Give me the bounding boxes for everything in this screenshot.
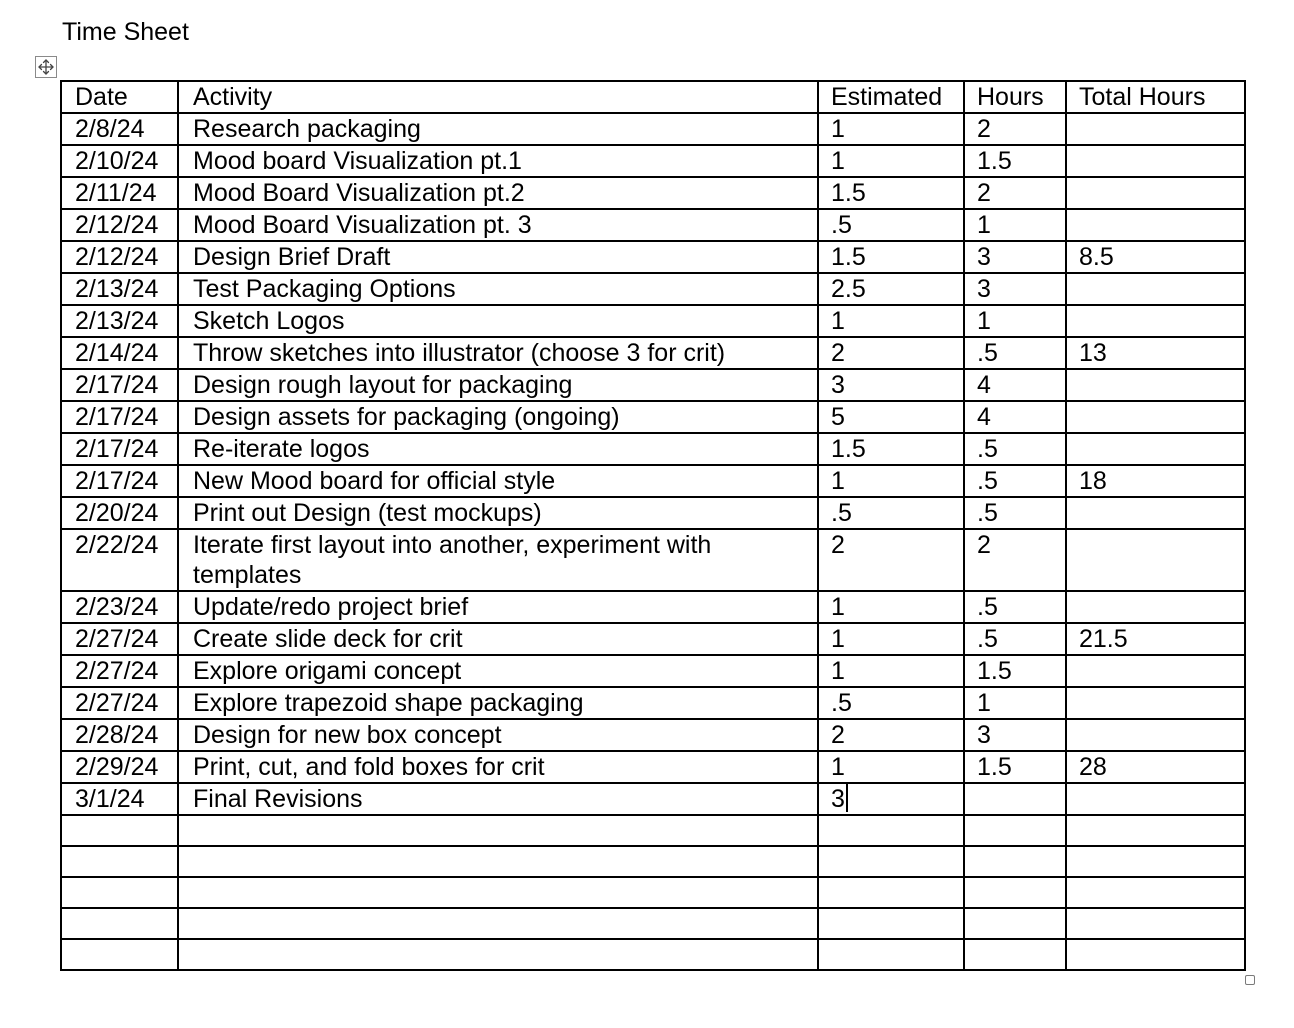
cell-hours[interactable]: 1 [964,687,1066,719]
cell-total-hours[interactable]: 18 [1066,465,1245,497]
cell-date[interactable]: 2/29/24 [61,751,178,783]
cell-estimated[interactable]: 1 [818,465,964,497]
cell-hours[interactable] [964,846,1066,877]
cell-total-hours[interactable] [1066,305,1245,337]
header-row [61,81,1245,113]
cell-date[interactable] [61,908,178,939]
cell-total-hours[interactable] [1066,401,1245,433]
cell-total-hours[interactable] [1066,687,1245,719]
cell-date[interactable]: 2/12/24 [61,241,178,273]
cell-estimated[interactable]: 1.5 [818,433,964,465]
cell-date[interactable]: 2/17/24 [61,433,178,465]
cell-hours[interactable] [964,908,1066,939]
cell-date[interactable]: 2/11/24 [61,177,178,209]
cell-date[interactable]: 2/13/24 [61,273,178,305]
cell-activity[interactable]: Sketch Logos [178,305,818,337]
cell-activity[interactable]: Final Revisions [178,783,818,815]
document-title[interactable]: Time Sheet [62,18,189,46]
table-row [61,145,1245,177]
table-row [61,241,1245,273]
cell-date[interactable]: 2/12/24 [61,209,178,241]
cell-hours[interactable] [964,939,1066,970]
table-row [61,401,1245,433]
table-row [61,177,1245,209]
cell-date[interactable] [61,846,178,877]
cell-hours[interactable]: .5 [964,591,1066,623]
table-row [61,273,1245,305]
cell-total-hours[interactable] [1066,877,1245,908]
cell-estimated[interactable]: 1 [818,751,964,783]
cell-hours[interactable]: 1.5 [964,145,1066,177]
cell-activity[interactable]: Research packaging [178,113,818,145]
cell-estimated[interactable]: 1 [818,305,964,337]
cell-total-hours[interactable] [1066,145,1245,177]
table-row [61,113,1245,145]
header-activity[interactable]: Activity [178,81,818,113]
cell-date[interactable]: 2/17/24 [61,369,178,401]
table-row [61,655,1245,687]
cell-estimated[interactable]: 2.5 [818,273,964,305]
cell-hours[interactable]: 4 [964,369,1066,401]
cell-total-hours[interactable] [1066,497,1245,529]
cell-total-hours[interactable] [1066,719,1245,751]
cell-estimated[interactable]: 1 [818,623,964,655]
table-row [61,783,1245,815]
cell-hours[interactable]: 2 [964,177,1066,209]
cell-date[interactable]: 2/20/24 [61,497,178,529]
table-row [61,687,1245,719]
table-row [61,591,1245,623]
cell-hours[interactable]: 2 [964,529,1066,591]
cell-hours[interactable]: .5 [964,337,1066,369]
table-row [61,623,1245,655]
table-move-handle[interactable] [35,56,57,78]
cell-hours[interactable]: .5 [964,497,1066,529]
cell-estimated[interactable]: 2 [818,337,964,369]
cell-total-hours[interactable] [1066,783,1245,815]
cell-total-hours[interactable] [1066,273,1245,305]
cell-hours[interactable]: 2 [964,113,1066,145]
header-estimated[interactable]: Estimated [818,81,964,113]
cell-estimated-active[interactable] [818,783,964,815]
cell-activity[interactable]: Print out Design (test mockups) [178,497,818,529]
cell-total-hours[interactable] [1066,655,1245,687]
cell-estimated[interactable]: 2 [818,529,964,591]
cell-estimated[interactable]: 5 [818,401,964,433]
cell-activity[interactable]: Design Brief Draft [178,241,818,273]
table-row-empty [61,939,1245,970]
text-cursor [846,784,848,812]
cell-date[interactable]: 2/8/24 [61,113,178,145]
cell-activity[interactable]: Design assets for packaging (ongoing) [178,401,818,433]
cell-estimated[interactable] [818,846,964,877]
cell-total-hours[interactable] [1066,939,1245,970]
cell-activity[interactable]: Design rough layout for packaging [178,369,818,401]
cell-hours[interactable]: .5 [964,433,1066,465]
table-row [61,369,1245,401]
cell-total-hours[interactable]: 13 [1066,337,1245,369]
cell-estimated[interactable]: 1 [818,591,964,623]
cell-hours[interactable]: .5 [964,465,1066,497]
cell-date[interactable]: 2/14/24 [61,337,178,369]
cell-total-hours[interactable] [1066,815,1245,846]
cell-estimated-value: 3 [831,785,845,813]
cell-date[interactable]: 2/17/24 [61,401,178,433]
cell-date[interactable]: 2/28/24 [61,719,178,751]
table-row [61,209,1245,241]
cell-total-hours[interactable] [1066,209,1245,241]
cell-hours[interactable]: 3 [964,719,1066,751]
cell-hours[interactable]: 4 [964,401,1066,433]
header-total-hours[interactable]: Total Hours [1066,81,1245,113]
header-hours[interactable]: Hours [964,81,1066,113]
cell-hours[interactable]: 1.5 [964,655,1066,687]
cell-estimated[interactable]: 1 [818,145,964,177]
table-row-empty [61,846,1245,877]
cell-total-hours[interactable] [1066,908,1245,939]
table-row-empty [61,908,1245,939]
table-row [61,305,1245,337]
cell-hours[interactable]: 1 [964,305,1066,337]
cell-date[interactable] [61,877,178,908]
cell-estimated[interactable]: 3 [818,369,964,401]
cell-activity[interactable] [178,846,818,877]
header-date[interactable]: Date [61,81,178,113]
table-row [61,433,1245,465]
cell-hours[interactable]: 1 [964,209,1066,241]
cell-total-hours[interactable] [1066,529,1245,591]
cell-activity[interactable]: Test Packaging Options [178,273,818,305]
cell-activity[interactable]: Mood Board Visualization pt.2 [178,177,818,209]
cell-hours[interactable] [964,877,1066,908]
cell-activity[interactable]: New Mood board for official style [178,465,818,497]
table-row [61,529,1245,591]
timesheet-table [60,80,1246,971]
cell-activity[interactable] [178,939,818,970]
cell-hours[interactable]: .5 [964,623,1066,655]
cell-date[interactable]: 2/23/24 [61,591,178,623]
cell-hours[interactable]: 3 [964,273,1066,305]
cell-total-hours[interactable] [1066,846,1245,877]
cell-date[interactable] [61,815,178,846]
cell-activity[interactable]: Mood Board Visualization pt. 3 [178,209,818,241]
table-row-empty [61,877,1245,908]
cell-total-hours[interactable] [1066,433,1245,465]
cell-activity[interactable]: Explore origami concept [178,655,818,687]
table-row [61,751,1245,783]
cell-estimated[interactable]: 1.5 [818,177,964,209]
cell-estimated[interactable]: 1.5 [818,241,964,273]
cell-hours[interactable] [964,783,1066,815]
cell-activity[interactable]: Design for new box concept [178,719,818,751]
cell-hours[interactable]: 3 [964,241,1066,273]
table-row [61,337,1245,369]
cell-estimated[interactable]: .5 [818,209,964,241]
cell-date[interactable]: 2/27/24 [61,687,178,719]
cell-activity[interactable]: Re-iterate logos [178,433,818,465]
cell-estimated[interactable] [818,908,964,939]
cell-activity[interactable] [178,815,818,846]
cell-date[interactable]: 2/22/24 [61,529,178,591]
cell-hours[interactable] [964,815,1066,846]
cell-estimated[interactable]: .5 [818,497,964,529]
cell-activity[interactable] [178,908,818,939]
cell-date[interactable]: 2/13/24 [61,305,178,337]
cell-activity[interactable]: Iterate first layout into another, experiment with templates [178,529,818,591]
cell-activity[interactable]: Create slide deck for crit [178,623,818,655]
cell-total-hours[interactable] [1066,177,1245,209]
cell-total-hours[interactable]: 8.5 [1066,241,1245,273]
cell-activity[interactable]: Print, cut, and fold boxes for crit [178,751,818,783]
cell-date[interactable]: 2/17/24 [61,465,178,497]
cell-activity[interactable]: Update/redo project brief [178,591,818,623]
table-row [61,719,1245,751]
cell-activity[interactable]: Explore trapezoid shape packaging [178,687,818,719]
cell-estimated[interactable]: 2 [818,719,964,751]
cell-activity[interactable]: Throw sketches into illustrator (choose 3 for crit) [178,337,818,369]
cell-date[interactable]: 2/27/24 [61,623,178,655]
cell-total-hours[interactable] [1066,113,1245,145]
cell-activity[interactable]: Mood board Visualization pt.1 [178,145,818,177]
cell-date[interactable]: 2/10/24 [61,145,178,177]
cell-total-hours[interactable]: 28 [1066,751,1245,783]
cell-activity[interactable] [178,877,818,908]
table-row [61,465,1245,497]
table-row-empty [61,815,1245,846]
cell-date[interactable]: 3/1/24 [61,783,178,815]
cell-total-hours[interactable] [1066,591,1245,623]
cell-total-hours[interactable] [1066,369,1245,401]
cell-date[interactable] [61,939,178,970]
cell-estimated[interactable] [818,815,964,846]
cell-estimated[interactable]: .5 [818,687,964,719]
move-arrows-icon [36,57,56,77]
table-resize-handle[interactable] [1245,975,1255,985]
cell-estimated[interactable]: 1 [818,113,964,145]
cell-date[interactable]: 2/27/24 [61,655,178,687]
cell-estimated[interactable]: 1 [818,655,964,687]
cell-estimated[interactable] [818,939,964,970]
table-row [61,497,1245,529]
cell-total-hours[interactable]: 21.5 [1066,623,1245,655]
cell-hours[interactable]: 1.5 [964,751,1066,783]
cell-estimated[interactable] [818,877,964,908]
